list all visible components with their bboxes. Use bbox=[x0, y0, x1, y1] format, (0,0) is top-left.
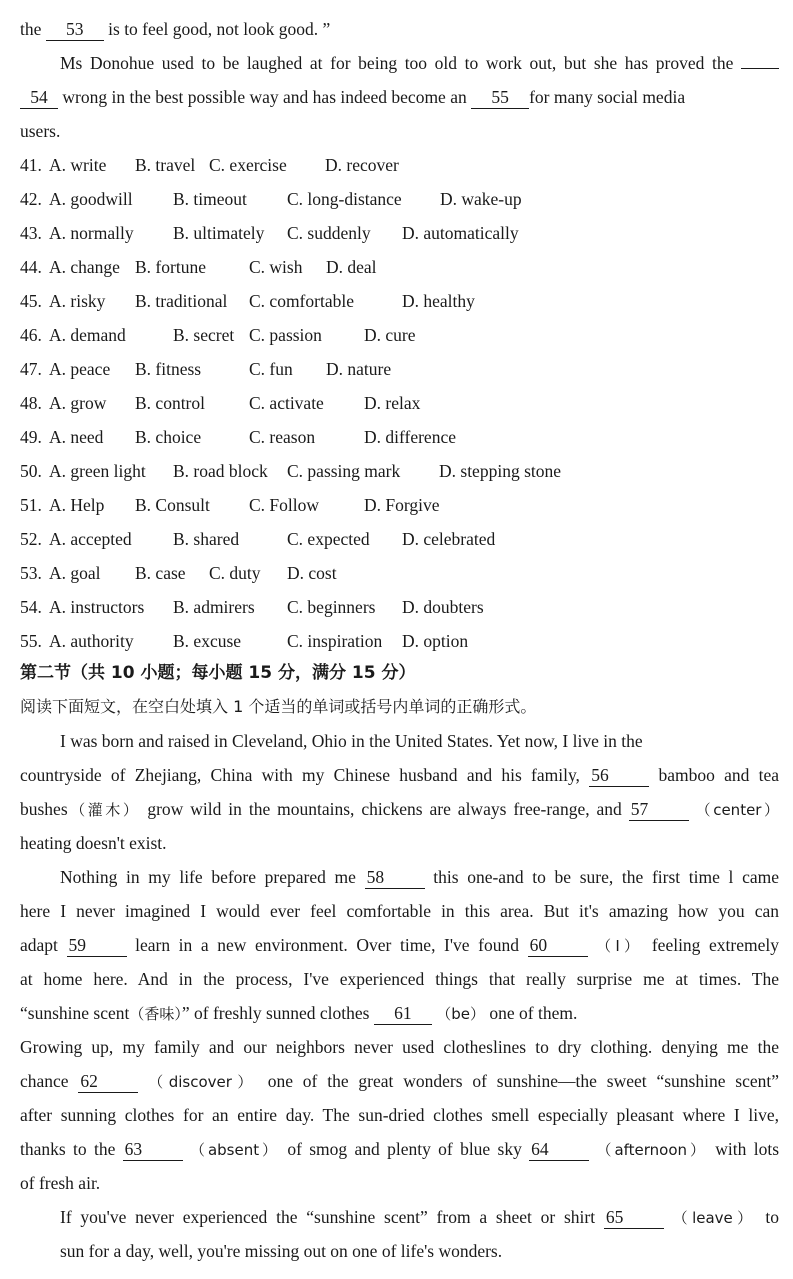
option-d: D. cost bbox=[287, 563, 337, 583]
option-b: B. case bbox=[135, 563, 186, 583]
option-d: D. option bbox=[402, 631, 469, 651]
option-c: C. passion bbox=[249, 325, 322, 345]
passage-line-13: thanks to the 63 （absent） of smog and plenty of blue sky 64 （afternoon） with lots bbox=[20, 1139, 780, 1159]
passage-line-10: Growing up, my family and our neighbors never used clotheslines to dry clothing. denying me the bbox=[20, 1037, 779, 1057]
cloze-line-2: Ms Donohue used to be laughed at for being too old to work out, but she has proved the bbox=[60, 46, 779, 80]
option-c: C. passing mark bbox=[287, 461, 401, 481]
blank-56: 56 bbox=[589, 764, 649, 787]
blank-65: 65 bbox=[604, 1206, 664, 1229]
option-c: C. beginners bbox=[287, 597, 376, 617]
option-a: A. need bbox=[49, 427, 104, 447]
option-b: B. fortune bbox=[135, 257, 206, 277]
blank-55: 55 bbox=[471, 86, 529, 109]
option-b: B. timeout bbox=[173, 189, 247, 209]
question-number: 54. bbox=[20, 597, 42, 617]
option-a: A. risky bbox=[49, 291, 106, 311]
passage-line-16: sun for a day, well, you're missing out on one of life's wonders. bbox=[60, 1241, 503, 1261]
passage-line-12: after sunning clothes for an entire day. The sun-dried clothes smell especially pleasant where I live, bbox=[20, 1105, 779, 1125]
option-a: A. goal bbox=[49, 563, 101, 583]
passage-line-15: If you've never experienced the “sunshine scent” from a sheet or shirt 65 （leave） to bbox=[60, 1207, 779, 1227]
option-a: A. grow bbox=[49, 393, 107, 413]
option-c: C. activate bbox=[249, 393, 324, 413]
section-instruction: 阅读下面短文，在空白处填入 1 个适当的单词或括号内单词的正确形式。 bbox=[20, 697, 537, 716]
blank-64: 64 bbox=[529, 1138, 589, 1161]
option-a: A. normally bbox=[49, 223, 134, 243]
question-number: 44. bbox=[20, 257, 42, 277]
option-c: C. exercise bbox=[209, 155, 287, 175]
blank-61: 61 bbox=[374, 1002, 432, 1025]
option-c: C. fun bbox=[249, 359, 293, 379]
option-a: A. Help bbox=[49, 495, 105, 515]
question-number: 50. bbox=[20, 461, 42, 481]
option-c: C. long-distance bbox=[287, 189, 402, 209]
passage-line-8: at home here. And in the process, I've experienced things that really surprise me at times. The bbox=[20, 969, 779, 989]
question-number: 55. bbox=[20, 631, 42, 651]
blank-58: 58 bbox=[365, 866, 425, 889]
option-d: D. cure bbox=[364, 325, 416, 345]
option-a: A. peace bbox=[49, 359, 111, 379]
option-c: C. inspiration bbox=[287, 631, 383, 651]
option-d: D. recover bbox=[325, 155, 399, 175]
question-number: 52. bbox=[20, 529, 42, 549]
option-b: B. admirers bbox=[173, 597, 255, 617]
question-number: 49. bbox=[20, 427, 42, 447]
question-number: 48. bbox=[20, 393, 42, 413]
option-d: D. automatically bbox=[402, 223, 519, 243]
question-number: 47. bbox=[20, 359, 42, 379]
option-c: C. wish bbox=[249, 257, 303, 277]
option-b: B. Consult bbox=[135, 495, 210, 515]
option-d: D. stepping stone bbox=[439, 461, 562, 481]
option-b: B. shared bbox=[173, 529, 240, 549]
passage-line-6: here I never imagined I would ever feel comfortable in this area. But it's amazing how you can bbox=[20, 901, 779, 921]
option-d: D. doubters bbox=[402, 597, 484, 617]
cloze-line-3: 54 wrong in the best possible way and has indeed become an 55 for many social media bbox=[20, 80, 779, 114]
option-b: B. excuse bbox=[173, 631, 242, 651]
option-a: A. green light bbox=[49, 461, 146, 481]
question-number: 46. bbox=[20, 325, 42, 345]
option-a: A. goodwill bbox=[49, 189, 133, 209]
question-number: 42. bbox=[20, 189, 42, 209]
option-c: C. duty bbox=[209, 563, 261, 583]
question-number: 45. bbox=[20, 291, 42, 311]
option-b: B. ultimately bbox=[173, 223, 265, 243]
question-number: 53. bbox=[20, 563, 42, 583]
option-c: C. suddenly bbox=[287, 223, 371, 243]
passage-line-1: I was born and raised in Cleveland, Ohio in the United States. Yet now, I live in the bbox=[60, 731, 643, 751]
blank-63: 63 bbox=[123, 1138, 183, 1161]
option-d: D. healthy bbox=[402, 291, 475, 311]
option-d: D. deal bbox=[326, 257, 377, 277]
section-heading: 第二节（共 10 小题；每小题 15 分，满分 15 分） bbox=[20, 663, 416, 683]
question-number: 41. bbox=[20, 155, 42, 175]
passage-line-2: countryside of Zhejiang, China with my Chinese husband and his family, 56 bamboo and tea bbox=[20, 765, 780, 785]
option-d: D. nature bbox=[326, 359, 392, 379]
option-d: D. wake-up bbox=[440, 189, 522, 209]
option-b: B. traditional bbox=[135, 291, 228, 311]
option-b: B. control bbox=[135, 393, 205, 413]
passage-line-4: heating doesn't exist. bbox=[20, 833, 167, 853]
blank-53: 53 bbox=[46, 18, 104, 41]
blank-54-start bbox=[741, 68, 779, 69]
option-c: C. comfortable bbox=[249, 291, 354, 311]
option-d: D. difference bbox=[364, 427, 456, 447]
option-c: C. Follow bbox=[249, 495, 320, 515]
option-b: B. fitness bbox=[135, 359, 202, 379]
option-a: A. authority bbox=[49, 631, 134, 651]
question-number: 43. bbox=[20, 223, 42, 243]
passage-line-5: Nothing in my life before prepared me 58 this one-and to be sure, the first time l came bbox=[60, 867, 780, 887]
passage-line-7: adapt 59 learn in a new environment. Over time, I've found 60 （I） feeling extremely bbox=[20, 935, 779, 955]
option-d: D. relax bbox=[364, 393, 421, 413]
blank-57: 57 bbox=[629, 798, 689, 821]
option-b: B. secret bbox=[173, 325, 235, 345]
option-c: C. expected bbox=[287, 529, 370, 549]
question-number: 51. bbox=[20, 495, 42, 515]
cloze-line-1: the 53 is to feel good, not look good. ” bbox=[20, 19, 331, 39]
blank-60: 60 bbox=[528, 934, 588, 957]
option-a: A. change bbox=[49, 257, 120, 277]
option-b: B. travel bbox=[135, 155, 196, 175]
option-a: A. instructors bbox=[49, 597, 145, 617]
option-d: D. Forgive bbox=[364, 495, 440, 515]
cloze-line-4: users. bbox=[20, 121, 61, 141]
option-a: A. write bbox=[49, 155, 107, 175]
blank-54: 54 bbox=[20, 86, 58, 109]
option-a: A. demand bbox=[49, 325, 126, 345]
blank-59: 59 bbox=[67, 934, 127, 957]
passage-line-3: bushes（灌木） grow wild in the mountains, chickens are always free-range, and 57 （center） bbox=[20, 799, 780, 819]
option-b: B. road block bbox=[173, 461, 268, 481]
blank-62: 62 bbox=[78, 1070, 138, 1093]
option-c: C. reason bbox=[249, 427, 316, 447]
option-d: D. celebrated bbox=[402, 529, 496, 549]
passage-line-9: “sunshine scent（香味）” of freshly sunned clothes 61 （be） one of them. bbox=[20, 1003, 578, 1023]
passage-line-11: chance 62 （discover） one of the great wonders of sunshine—the sweet “sunshine scent” bbox=[20, 1071, 780, 1091]
option-b: B. choice bbox=[135, 427, 202, 447]
option-a: A. accepted bbox=[49, 529, 132, 549]
passage-line-14: of fresh air. bbox=[20, 1173, 101, 1193]
